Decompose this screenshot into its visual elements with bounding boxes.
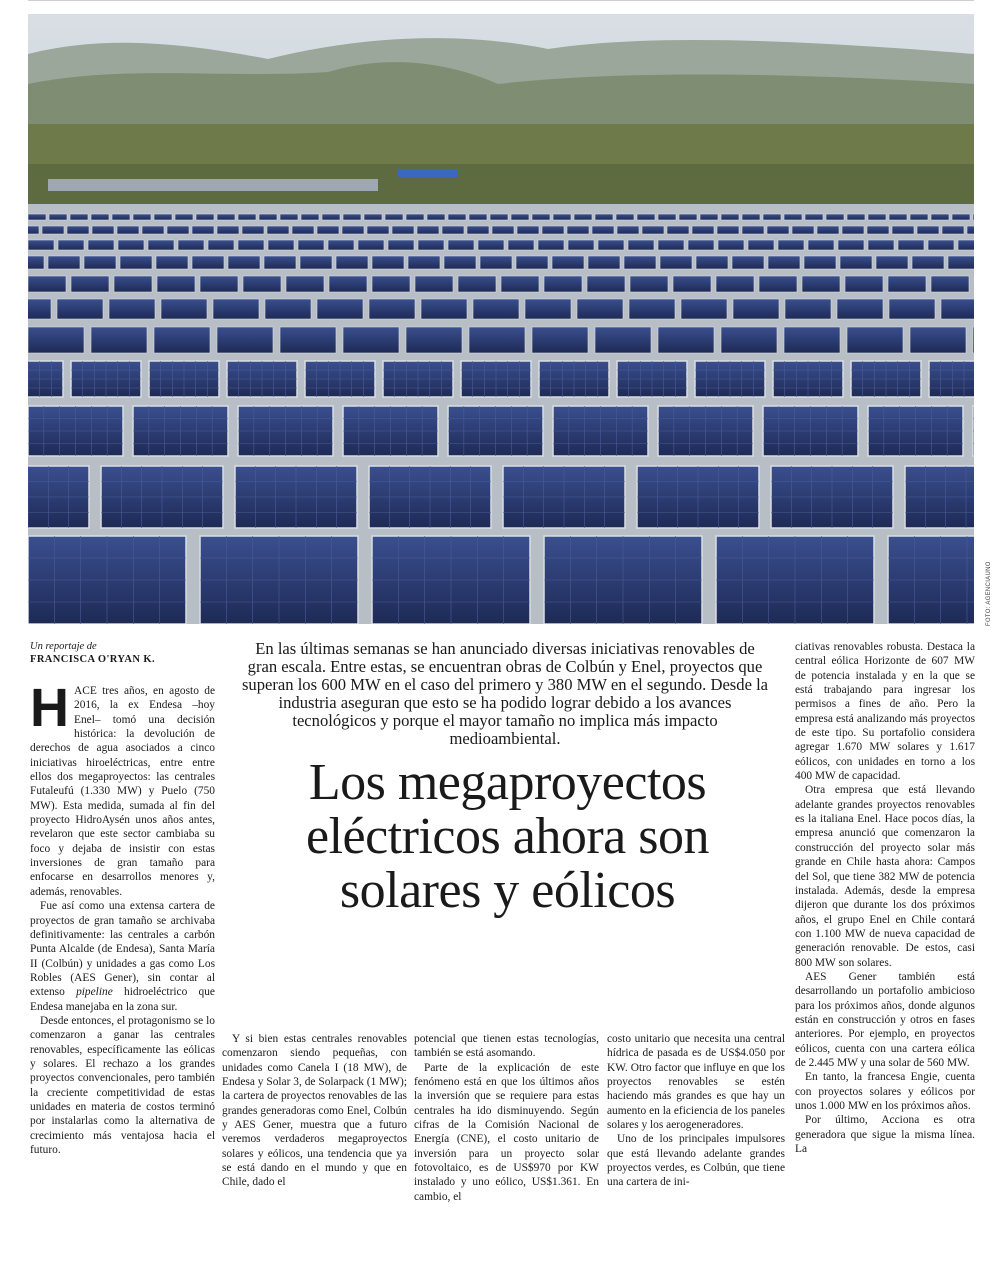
solar-panel — [480, 256, 512, 269]
paragraph: Desde entonces, el protagonismo se lo comenzaron a ganar las centrales renovables, específicamente las eólicas y solares. El rechazo a los grandes proyectos convencionales, pero también la creciente competitividad de estas unidades en materia de costos terminó por instalarlas como la alternativa de crecimiento más ventajosa hacia el futuro. — [30, 1014, 215, 1156]
solar-panel — [28, 276, 66, 292]
solar-panel — [228, 256, 260, 269]
paragraph: potencial que tienen estas tecnologías, también se está asomando. — [414, 1033, 599, 1060]
solar-panel — [910, 214, 928, 220]
solar-panel — [700, 214, 718, 220]
solar-panel — [217, 214, 235, 220]
solar-panel — [889, 299, 935, 319]
solar-panel — [243, 276, 281, 292]
solar-panel — [161, 299, 207, 319]
solar-panel — [442, 226, 464, 234]
byline-author: FRANCISCA O'RYAN K. — [30, 654, 155, 665]
solar-panel — [952, 214, 970, 220]
article-column-3 — [414, 1032, 599, 1204]
solar-panel — [889, 214, 907, 220]
solar-panel — [948, 256, 974, 269]
solar-panel — [942, 226, 964, 234]
solar-panel — [406, 327, 462, 353]
solar-panel — [759, 276, 797, 292]
solar-panel — [392, 226, 414, 234]
solar-panel — [217, 327, 273, 353]
solar-panel — [322, 214, 340, 220]
solar-panel — [28, 214, 46, 220]
solar-panel — [467, 226, 489, 234]
solar-panel — [508, 240, 534, 250]
solar-panel — [358, 240, 384, 250]
solar-panel — [70, 214, 88, 220]
paragraph: Uno de los principales impulsores que está llevando adelante grandes proyectos verdes, es Colbún, que tiene una cartera de ini- — [607, 1133, 785, 1189]
solar-panel — [716, 276, 754, 292]
paragraph: Parte de la explicación de este fenómeno está en que los últimos años la inversión que se requiere para estas centrales ha ido disminuyendo. Según cifras de la Comisión Nacional de Energía (CNE), el costo unitario de inversión para un proyecto solar fotovoltaico, es de US$970 por KW instalado y uno eólico, US$1.361. En cambio, el — [414, 1061, 599, 1203]
solar-panel — [808, 240, 834, 250]
solar-panel — [721, 327, 777, 353]
solar-panel — [167, 226, 189, 234]
solar-panel — [238, 240, 264, 250]
solar-panel — [574, 214, 592, 220]
solar-panel — [417, 226, 439, 234]
solar-panel — [67, 226, 89, 234]
solar-panel — [785, 299, 831, 319]
solar-panel — [692, 226, 714, 234]
solar-panel — [385, 214, 403, 220]
article-column-5 — [795, 640, 975, 1156]
solar-panel — [784, 327, 840, 353]
solar-panel — [767, 226, 789, 234]
solar-panel — [91, 327, 147, 353]
solar-panel — [642, 226, 664, 234]
solar-panel — [71, 276, 109, 292]
solar-panel — [208, 240, 234, 250]
solar-panel — [301, 214, 319, 220]
solar-panel — [478, 240, 504, 250]
solar-panel — [118, 240, 144, 250]
solar-panel — [595, 214, 613, 220]
solar-panel — [157, 276, 195, 292]
solar-panel — [617, 226, 639, 234]
solar-panel — [679, 214, 697, 220]
solar-panel — [516, 256, 548, 269]
solar-panel — [892, 226, 914, 234]
article-column-4 — [607, 1032, 785, 1190]
paragraph: Y si bien estas centrales renovables comenzaron siendo pequeñas, con unidades como Canela I (18 MW), de Endesa y Solar 3, de Solarpack (1 MW); la cartera de proyectos renovables de las grandes generadoras como Enel, Colbún y AES Gener, muestra que a futuro veremos verdaderos megaproyectos solares y eólicos, una tendencia que ya se está dando en el mundo y que en Chile, dado el — [222, 1033, 407, 1189]
solar-panel — [408, 256, 440, 269]
solar-panel — [544, 276, 582, 292]
solar-panel — [673, 276, 711, 292]
solar-panel — [469, 327, 525, 353]
paragraph: HACE tres años, en agosto de 2016, la ex Endesa –hoy Enel– tomó una decisión histórica: la devolución de derechos de agua asociados a cinco iniciativas hiroeléctricas, entre entre ellos dos megaproyectos: las centrales Futaleufú (1.330 MW) y Puelo (750 MW). Esta medida, sumada al fin del proyecto HidroAysén unos años antes, revelaron que este sector cambiaba su foco y dejaba de insistir con estas inversiones de gran tamaño para enfocarse en desarrollos menores y, además, renovables. — [30, 678, 215, 898]
solar-panel — [658, 240, 684, 250]
solar-panel — [178, 240, 204, 250]
solar-panel — [114, 276, 152, 292]
solar-panel — [213, 299, 259, 319]
solar-panel — [91, 214, 109, 220]
solar-panel — [58, 240, 84, 250]
solar-panel — [616, 214, 634, 220]
solar-panel — [630, 276, 668, 292]
solar-panel — [448, 240, 474, 250]
solar-panel — [876, 256, 908, 269]
solar-panel — [49, 214, 67, 220]
solar-panel — [567, 226, 589, 234]
solar-panel — [888, 276, 926, 292]
solar-panel — [525, 299, 571, 319]
paragraph: En tanto, la francesa Engie, cuenta con proyectos solares y eólicos por unos 1.000 MW en los próximos años. — [795, 1071, 975, 1112]
solar-panel — [28, 256, 44, 269]
solar-panel — [624, 256, 656, 269]
solar-panel — [265, 299, 311, 319]
article-column-2 — [222, 1032, 407, 1190]
solar-panel-field-illustration — [28, 14, 974, 624]
photo-credit: FOTO: AGENCIAUNO — [986, 561, 992, 626]
solar-panel — [343, 214, 361, 220]
solar-panel — [427, 214, 445, 220]
paragraph: Fue así como una extensa cartera de proyectos de gran tamaño se archivaba definitivamente: las centrales a carbón Punta Alcalde (de Endesa), Santa María II (Colbún) y unidades a gas como Los Robles (AES Gener), sin contar al extenso pipeline hidroeléctrico que Endesa manejaba en la zona sur. — [30, 900, 215, 1013]
solar-panel — [175, 214, 193, 220]
solar-panel — [317, 299, 363, 319]
solar-panel — [967, 226, 974, 234]
solar-panel — [696, 256, 728, 269]
solar-panel — [838, 240, 864, 250]
solar-panel — [847, 214, 865, 220]
solar-panel — [369, 299, 415, 319]
solar-panel — [532, 327, 588, 353]
solar-panel — [112, 214, 130, 220]
solar-panel — [817, 226, 839, 234]
solar-farm-photo — [28, 14, 974, 624]
solar-panel — [28, 226, 39, 234]
solar-panel — [973, 214, 974, 220]
solar-panel — [372, 256, 404, 269]
solar-panel — [280, 214, 298, 220]
solar-panel — [88, 240, 114, 250]
solar-panel — [931, 276, 969, 292]
solar-panel — [629, 299, 675, 319]
solar-panel — [868, 240, 894, 250]
solar-panel — [364, 214, 382, 220]
solar-panel — [286, 276, 324, 292]
solar-panel — [42, 226, 64, 234]
solar-panel — [667, 226, 689, 234]
solar-panel — [84, 256, 116, 269]
solar-panel — [742, 226, 764, 234]
solar-panel — [415, 276, 453, 292]
solar-panel — [658, 214, 676, 220]
solar-panel — [511, 214, 529, 220]
solar-panel — [802, 276, 840, 292]
solar-panel — [910, 327, 966, 353]
italic-term: pipeline — [76, 986, 113, 999]
solar-panel — [317, 226, 339, 234]
solar-panel — [501, 276, 539, 292]
solar-panel — [517, 226, 539, 234]
solar-panel — [268, 240, 294, 250]
solar-panel — [542, 226, 564, 234]
solar-panel — [587, 276, 625, 292]
solar-panel — [837, 299, 883, 319]
solar-panel — [842, 226, 864, 234]
solar-panel — [628, 240, 654, 250]
solar-panel — [845, 276, 883, 292]
solar-panel — [532, 214, 550, 220]
solar-panel — [742, 214, 760, 220]
solar-panel — [57, 299, 103, 319]
paragraph: Otra empresa que está llevando adelante grandes proyectos renovables es la italiana Enel. Hace pocos días, la empresa anunció que comenzaron la construcción del proyecto solar más grande en Chile hasta ahora: Campos del Sol, que tiene 382 MW de potencia instalada. Además, desde la empresa dijeron que durante los dos próximos años, el grupo Enel en Chile contará con 1.100 MW de nueva capacidad de generación renovable. De estos, casi 800 MW son solares. — [795, 784, 975, 969]
solar-panel — [552, 256, 584, 269]
solar-panel — [192, 256, 224, 269]
solar-panel — [928, 240, 954, 250]
paragraph: costo unitario que necesita una central hídrica de pasada es de US$4.050 por KW. Otro factor que influye en que los proyectos renovables se estén haciendo más grandes es que hay un aumento en la eficiencia de los paneles solares y los aerogeneradores. — [607, 1033, 785, 1132]
solar-panel — [342, 226, 364, 234]
solar-panel — [912, 256, 944, 269]
solar-panel — [192, 226, 214, 234]
solar-panel — [336, 256, 368, 269]
solar-panel — [784, 214, 802, 220]
solar-panel — [748, 240, 774, 250]
solar-panel — [492, 226, 514, 234]
solar-panel — [458, 276, 496, 292]
solar-panel — [267, 226, 289, 234]
solar-panel — [718, 240, 744, 250]
solar-panel — [469, 214, 487, 220]
solar-panel — [28, 299, 51, 319]
paragraph: AES Gener también está desarrollando un portafolio ambicioso para los próximos años, donde algunos están en construcción y otros en fases anteriores. Por ejemplo, en proyectos eólicos, cuenta con una cartera eólica de 2.445 MW y una solar de 560 MW. — [795, 970, 975, 1069]
solar-panel — [840, 256, 872, 269]
solar-panel — [298, 240, 324, 250]
solar-panel — [577, 299, 623, 319]
solar-panel — [28, 240, 54, 250]
article-column-1 — [30, 678, 215, 1157]
solar-panel — [792, 226, 814, 234]
solar-panel — [217, 226, 239, 234]
solar-panel — [931, 214, 949, 220]
solar-panel — [973, 327, 974, 353]
solar-panel — [421, 299, 467, 319]
solar-panel — [142, 226, 164, 234]
solar-panel — [553, 214, 571, 220]
solar-panel — [418, 240, 444, 250]
solar-panel — [538, 240, 564, 250]
solar-panel — [328, 240, 354, 250]
solar-panel — [733, 299, 779, 319]
solar-panel — [156, 256, 188, 269]
solar-panel — [490, 214, 508, 220]
solar-panel — [688, 240, 714, 250]
solar-panel — [763, 214, 781, 220]
solar-panel — [717, 226, 739, 234]
solar-panel — [778, 240, 804, 250]
solar-panel — [595, 327, 651, 353]
solar-panel — [588, 256, 620, 269]
solar-panel — [367, 226, 389, 234]
solar-panel — [292, 226, 314, 234]
solar-panel — [917, 226, 939, 234]
solar-panel — [388, 240, 414, 250]
solar-panel — [200, 276, 238, 292]
solar-panel — [805, 214, 823, 220]
solar-panel — [958, 240, 974, 250]
solar-panel — [92, 226, 114, 234]
solar-panel — [768, 256, 800, 269]
solar-panel — [48, 256, 80, 269]
solar-panel — [406, 214, 424, 220]
solar-panel — [28, 327, 84, 353]
solar-panel — [329, 276, 367, 292]
solar-panel — [681, 299, 727, 319]
solar-panel — [280, 327, 336, 353]
solar-panel — [196, 214, 214, 220]
solar-panel — [847, 327, 903, 353]
solar-panel — [120, 256, 152, 269]
solar-panel — [804, 256, 836, 269]
paragraph: ciativas renovables robusta. Destaca la central eólica Horizonte de 607 MW de potencia instalada y en la que se está trabajando para ingresar los permisos a fines de año. Pero la empresa está analizando más proyectos de este tipo. Su portafolio considera agregar 1.670 MW solares y 1.617 eólicos, con unidades en torno a los 400 MW de capacidad. — [795, 641, 975, 783]
solar-panel — [592, 226, 614, 234]
solar-panel — [148, 240, 174, 250]
solar-panel — [154, 327, 210, 353]
headline: Los megaproyectos eléctricos ahora son solares y eólicos — [306, 754, 709, 919]
solar-panel — [826, 214, 844, 220]
solar-panel — [721, 214, 739, 220]
solar-panel — [898, 240, 924, 250]
solar-panel — [117, 226, 139, 234]
solar-panel — [154, 214, 172, 220]
paragraph: Por último, Acciona es otra generadora que sigue la misma línea. La — [795, 1114, 975, 1156]
solar-panel — [109, 299, 155, 319]
solar-panel — [473, 299, 519, 319]
solar-panel — [259, 214, 277, 220]
solar-panel — [133, 214, 151, 220]
solar-panel — [264, 256, 296, 269]
solar-panel — [448, 214, 466, 220]
solar-panel — [238, 214, 256, 220]
solar-panel — [941, 299, 974, 319]
solar-panel — [444, 256, 476, 269]
solar-panel — [658, 327, 714, 353]
solar-panel — [637, 214, 655, 220]
solar-panel — [568, 240, 594, 250]
solar-panel — [598, 240, 624, 250]
byline — [30, 640, 215, 667]
solar-panel — [732, 256, 764, 269]
lead-paragraph: En las últimas semanas se han anunciado diversas iniciativas renovables de gran escala. Entre estas, se encuentran obras de Colbún y Enel, proyectos que superan los 600 MW en el caso del primero y 380 MW en el segundo. Desde la industria aseguran que esto se ha podido lograr debido a los avances tecnológicos y porque el mayor tamaño no implica más impacto medioambiental. — [241, 639, 769, 748]
solar-panel — [660, 256, 692, 269]
byline-intro: Un reportaje de — [30, 641, 97, 652]
solar-panel — [242, 226, 264, 234]
solar-panel — [372, 276, 410, 292]
drop-cap: H — [30, 678, 69, 738]
solar-panel — [300, 256, 332, 269]
top-rule — [28, 0, 974, 1]
solar-panel — [343, 327, 399, 353]
solar-panel — [868, 214, 886, 220]
solar-panel — [867, 226, 889, 234]
